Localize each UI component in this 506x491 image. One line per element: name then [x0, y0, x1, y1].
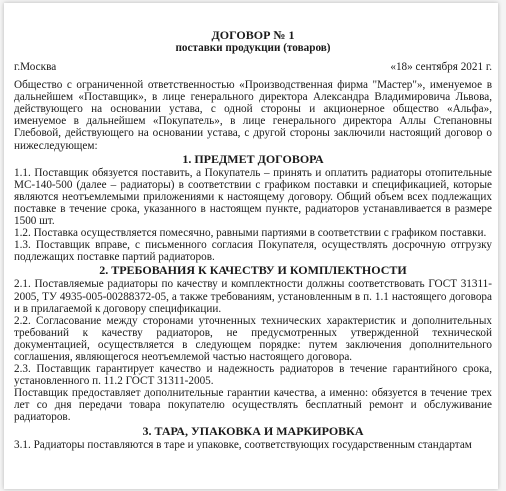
clause-paragraph: 2.3. Поставщик гарантирует качество и надежность радиаторов в течение гарантийного срока, установленного п. 11.2 ГОСТ 31311-2005.: [14, 363, 492, 388]
clause-paragraph: 3.1. Радиаторы поставляются в таре и упаковке, соответствующих государственным стандартам: [14, 438, 472, 451]
document-page: [4, 3, 498, 489]
clause-paragraph: Поставщик предоставляет дополнительные гарантии качества, а именно: обязуется в течение трех лет со дня передачи товара покупателю осуществлять бесплатный ремонт и обслуживание радиаторов.: [14, 387, 492, 424]
preamble-paragraph: Общество с ограниченной ответственностью «Производственная фирма "Мастер"», именуемое в дальнейшем «Поставщик», в лице генерального директора Александра Владимировича Львова, действующего на основании устава, с одной стороны и акционерное общество «Альфа», именуемое в дальнейшем «Покупатель», в лице генерального директора Аллы Степановны Глебовой, действующего на основании устава, с другой стороны заключили настоящий договор о нижеследующем:: [14, 79, 492, 152]
section-title: 2. ТРЕБОВАНИЯ К КАЧЕСТВУ И КОМПЛЕКТНОСТИ: [99, 263, 407, 278]
clause-paragraph: 1.2. Поставка осуществляется помесячно, равными партиями в соответствии с графиком поставки.: [14, 227, 487, 240]
clause-paragraph: 2.1. Поставляемые радиаторы по качеству и комплектности должны соответствовать ГОСТ 31311-2005, ТУ 4935-005-00288372-05, а также требованиям, установленным в п. 1.1 настоящего договора и в прилагаемой к договору спецификации.: [14, 278, 492, 315]
contract-date: «18» сентября 2021 г.: [390, 61, 492, 73]
section-title: 3. ТАРА, УПАКОВКА И МАРКИРОВКА: [142, 423, 364, 438]
contract-subtitle: поставки продукции (товаров): [175, 42, 331, 54]
contract-title: ДОГОВОР № 1: [211, 28, 295, 42]
clause-paragraph: 1.3. Поставщик вправе, с письменного согласия Покупателя, осуществлять досрочную отгрузку подлежащих поставке партий радиаторов.: [14, 239, 492, 264]
contract-city: г.Москва: [14, 61, 57, 73]
clause-paragraph: 2.2. Согласование между сторонами уточненных технических характеристик и дополнительных требований к качеству радиаторов, не предусмотренных утвержденной технической документацией, осуществляется в следующем порядке: путем заключения дополнительного соглашения, являющегося неотъемлемой частью настоящего договора.: [14, 314, 492, 363]
page-cutoff-fade: [4, 475, 498, 489]
section-title: 1. ПРЕДМЕТ ДОГОВОРА: [182, 151, 324, 166]
document-body: [14, 28, 492, 451]
place-date-line: [14, 61, 492, 73]
clause-paragraph: 1.1. Поставщик обязуется поставить, а Покупатель – принять и оплатить радиаторы отопительные МС-140-500 (далее – радиаторы) в соответствии с графиком поставки и спецификацией, которые являются неотъемлемыми приложениями к настоящему договору. Общий объем всех подлежащих поставке в течение срока, указанного в настоящем пункте, радиаторов устанавливается в размере 1500 шт.: [14, 166, 492, 228]
